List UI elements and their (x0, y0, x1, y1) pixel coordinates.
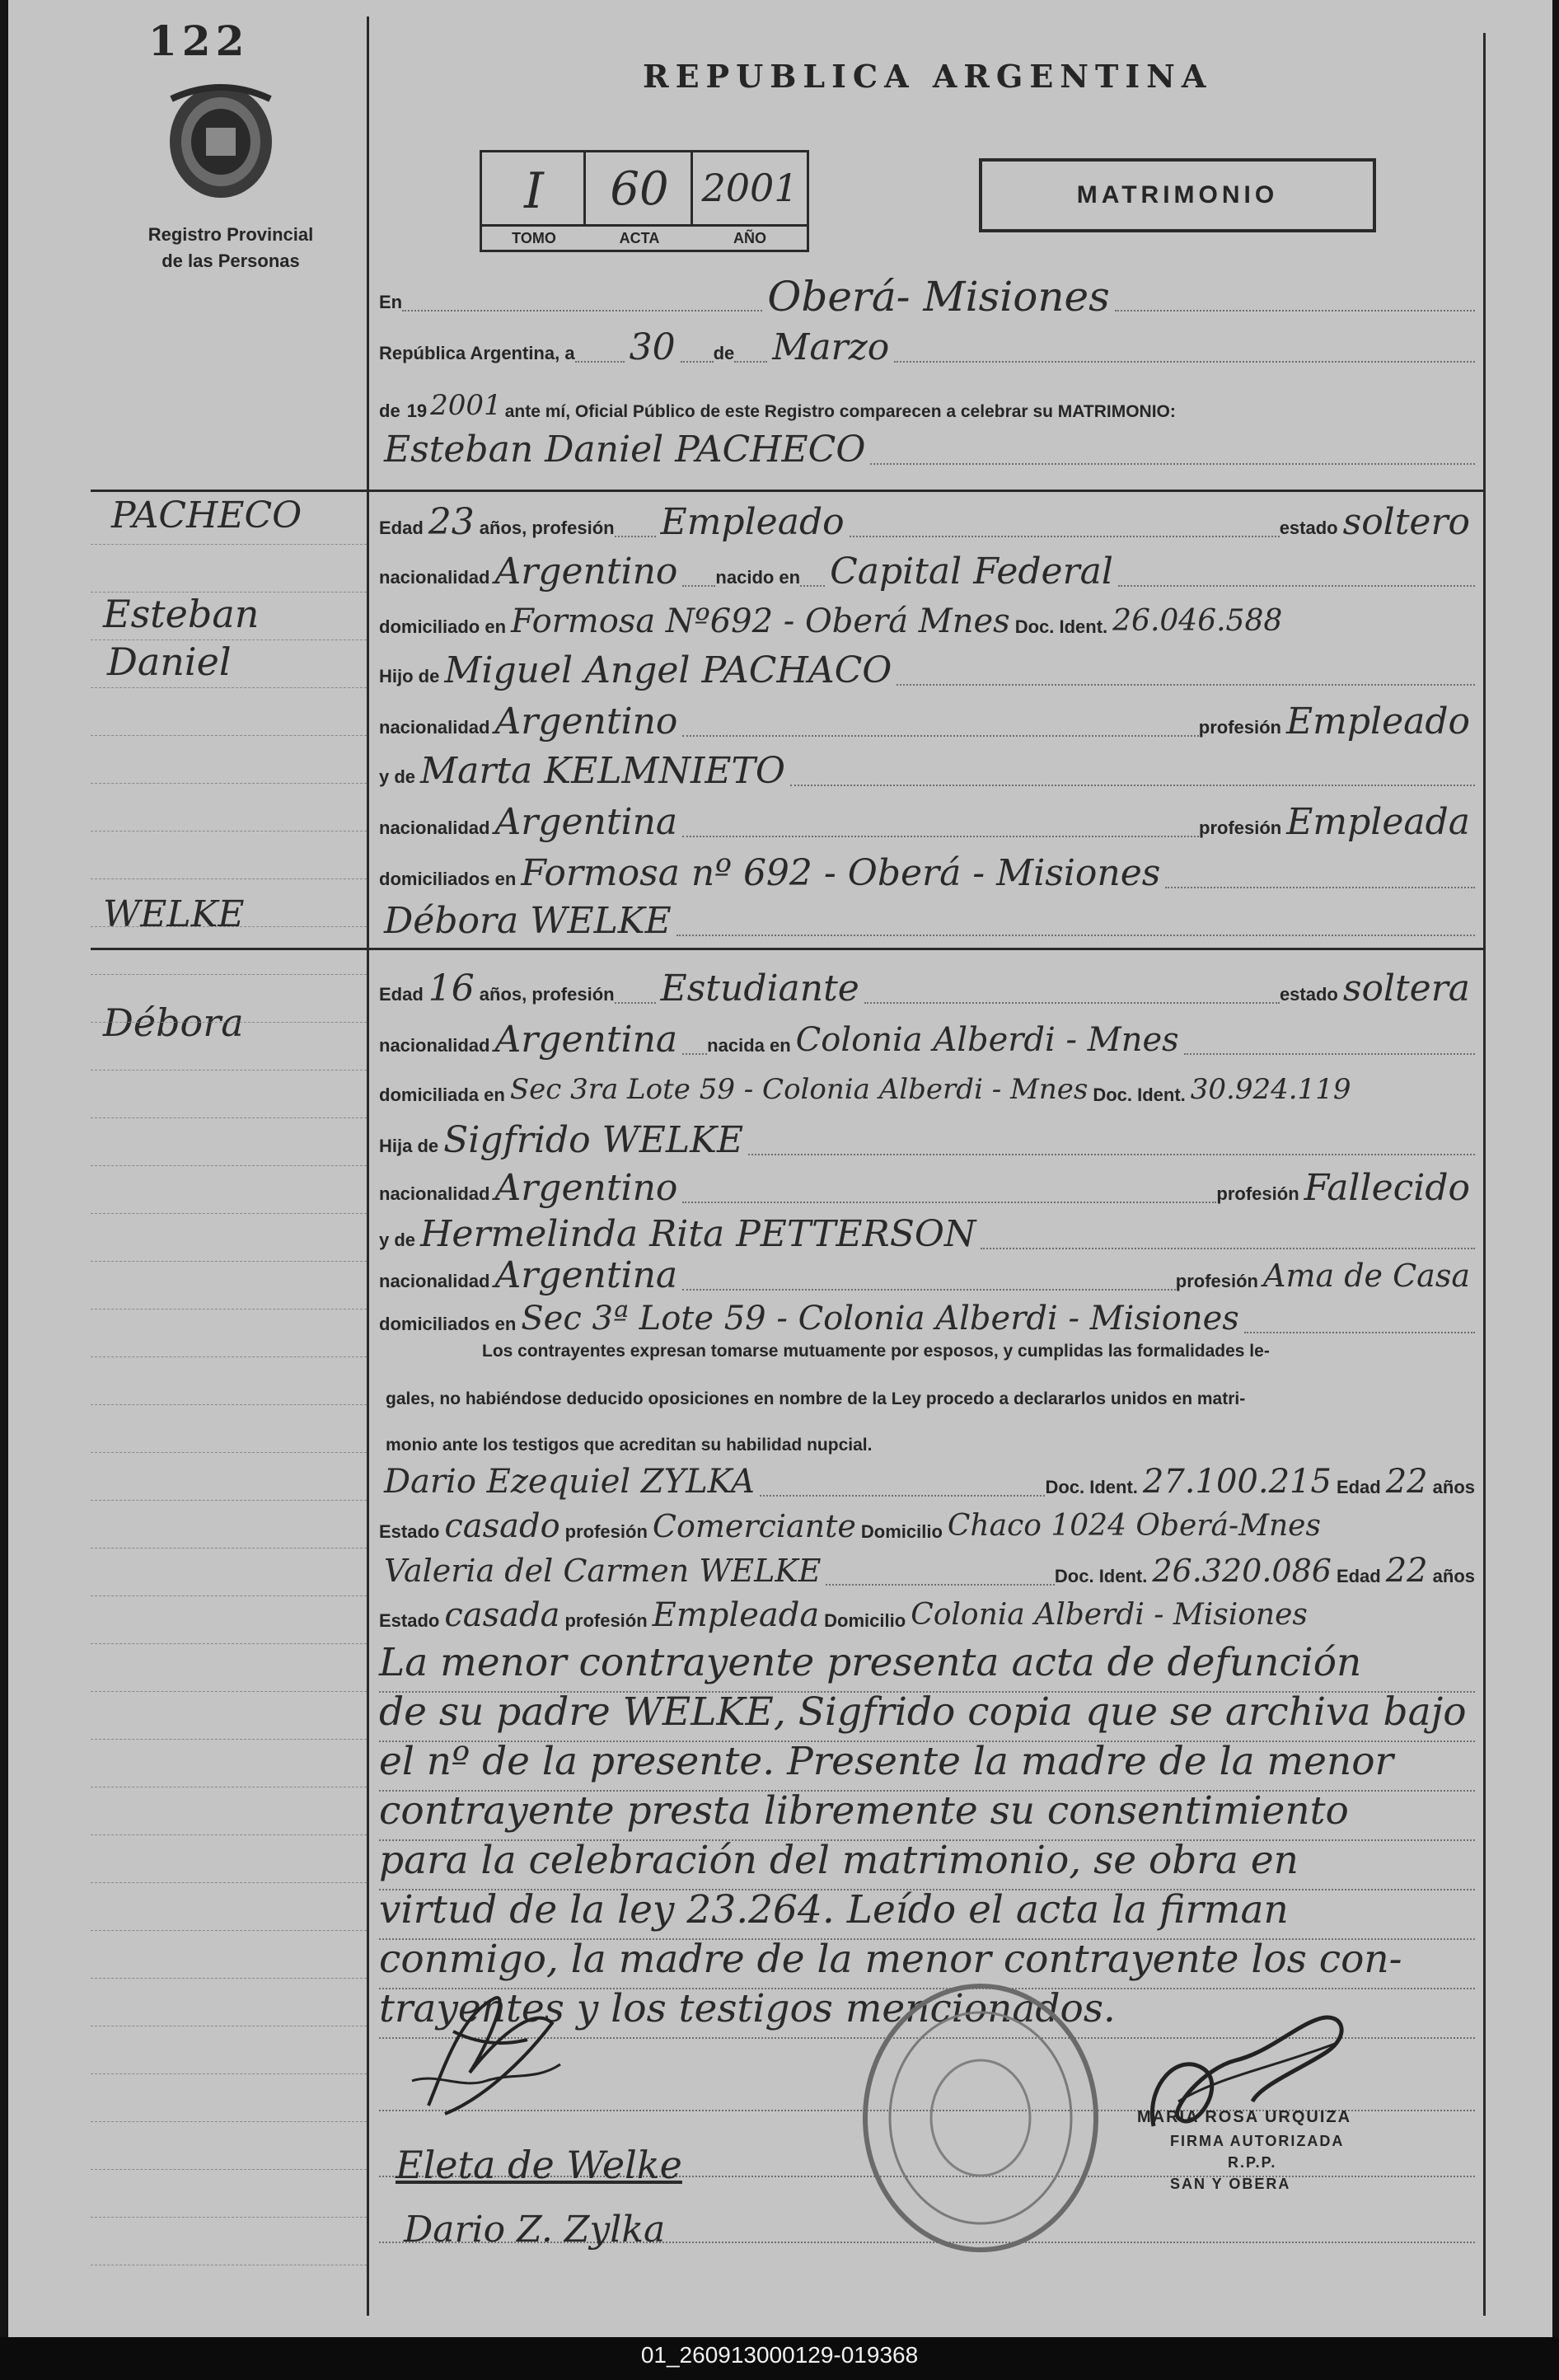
act-type-box (979, 158, 1376, 232)
signature-2: Eleta de Welke (396, 2143, 682, 2187)
margin-rule-line (91, 926, 367, 927)
note-line-7: conmigo, la madre de la menor contrayente los con- (379, 1937, 1402, 1982)
bride-profession: Estudiante (660, 967, 859, 1010)
margin-rule-line (91, 1261, 367, 1262)
margin-rule-line (91, 1739, 367, 1740)
margin-groom-given-1: Esteban (103, 592, 260, 636)
registry-line-2: de las Personas (162, 251, 300, 271)
ano-value: 2001 (701, 166, 798, 210)
bride-parents-address: Sec 3ª Lote 59 - Colonia Alberdi - Misiones (521, 1300, 1239, 1338)
margin-rule-line (91, 544, 367, 545)
groom-parents-address: Formosa nº 692 - Oberá - Misiones (521, 852, 1161, 894)
bride-father-row: Hija de Sigfrido WELKE (379, 1116, 1475, 1162)
bride-father-nat-row: nacionalidad Argentino profesión Fallecido (379, 1164, 1475, 1210)
bride-mother-row: y de Hermelinda Rita PETTERSON (379, 1210, 1475, 1256)
margin-rule-line (91, 1452, 367, 1453)
margin-bride-given: Débora (103, 1000, 244, 1045)
tomo-label: TOMO (512, 230, 556, 246)
margin-rule-line (91, 2073, 367, 2074)
official-registry: R.P.P. (1228, 2154, 1277, 2171)
margin-rule-line (91, 974, 367, 975)
declaration-line-3: monio ante los testigos que acreditan su habilidad nupcial. (386, 1436, 873, 1455)
margin-rule-line (91, 2169, 367, 2170)
bride-nationality-row: nacionalidad Argentina nacida en Colonia Alberdi - Mnes (379, 1015, 1475, 1061)
groom-father-row: Hijo de Miguel Angel PACHACO (379, 646, 1475, 692)
note-line-8: trayentes y los testigos mencionados. (379, 1986, 1116, 2031)
margin-divider (367, 16, 369, 2316)
margin-rule-line (91, 687, 367, 688)
witness-1-profession: Comerciante (652, 1508, 856, 1544)
groom-father-profession: Empleado (1285, 700, 1470, 743)
groom-profession: Empleado (660, 501, 845, 543)
margin-rule-line (91, 1882, 367, 1883)
declaration-line-2: gales, no habiéndose deducido oposiciones en nombre de la Ley procedo a declararlos unidos en matri- (386, 1389, 1246, 1408)
groom-mother-row: y de Marta KELMNIETO (379, 747, 1475, 793)
groom-mother-profession: Empleada (1286, 801, 1470, 843)
tomo-value: I (524, 162, 544, 220)
witness-1-detail-row: Estado casado profesión Comerciante Domicilio Chaco 1024 Oberá-Mnes (379, 1502, 1475, 1548)
date-row: República Argentina, a 30 de Marzo (379, 323, 1475, 369)
witness-1-status: casado (444, 1507, 560, 1545)
witness-1-name: Dario Ezequiel ZYLKA (384, 1463, 755, 1501)
margin-rule-line (91, 1500, 367, 1501)
page-number: 122 (148, 16, 250, 65)
note-line-4: contrayente presta libremente su consentimiento (379, 1788, 1349, 1834)
groom-father-nat-row: nacionalidad Argentino profesión Empleado (379, 697, 1475, 743)
groom-father: Miguel Angel PACHACO (444, 649, 892, 691)
month-value: Marzo (772, 326, 890, 368)
groom-mother: Marta KELMNIETO (420, 750, 785, 792)
margin-rule-line (91, 1595, 367, 1596)
signature-3: Dario Z. Zylka (404, 2209, 666, 2251)
witness-1-address: Chaco 1024 Oberá-Mnes (947, 1509, 1321, 1543)
margin-rule-line (91, 2217, 367, 2218)
footer-bar (0, 2337, 1559, 2380)
bride-father-profession: Fallecido (1304, 1167, 1470, 1209)
bride-age: 16 (428, 967, 475, 1010)
country-heading: REPUBLICA ARGENTINA (643, 58, 1213, 95)
bride-birthplace: Colonia Alberdi - Mnes (795, 1021, 1179, 1059)
bride-nationality: Argentina (494, 1019, 678, 1061)
place-value: Oberá- Misiones (767, 273, 1110, 321)
note-line-6: virtud de la ley 23.264. Leído el acta la firman (379, 1887, 1289, 1933)
bride-document: 30.924.119 (1190, 1073, 1351, 1106)
act-reference-box (480, 150, 809, 252)
margin-rule-line (91, 1930, 367, 1931)
bride-address-row: domiciliada en Sec 3ra Lote 59 - Colonia Alberdi - Mnes Doc. Ident. 30.924.119 (379, 1065, 1475, 1111)
witness-1-document: 27.100.215 (1142, 1463, 1332, 1501)
witness-1-row: Dario Ezequiel ZYLKA Doc. Ident. 27.100.215 Edad 22 años (379, 1457, 1475, 1503)
bride-address: Sec 3ra Lote 59 - Colonia Alberdi - Mnes (509, 1073, 1088, 1106)
registry-line-1: Registro Provincial (147, 224, 314, 245)
groom-address: Formosa Nº692 - Oberá Mnes (511, 602, 1010, 640)
bride-mother-nat-row: nacionalidad Argentina profesión Ama de Casa (379, 1251, 1475, 1297)
declaration-line-1: Los contrayentes expresan tomarse mutuamente por esposos, y cumplidas las formalidades le- (482, 1342, 1270, 1361)
margin-rule-line (91, 1643, 367, 1644)
groom-parents-address-row: domiciliados en Formosa nº 692 - Oberá - Misiones (379, 849, 1475, 895)
act-type-label: MATRIMONIO (1076, 181, 1279, 208)
margin-rule-line (91, 2121, 367, 2122)
signature-1 (396, 1982, 585, 2126)
bride-status: soltera (1342, 967, 1470, 1010)
groom-mother-nat-row: nacionalidad Argentina profesión Empleada (379, 798, 1475, 844)
bride-father: Sigfrido WELKE (443, 1119, 744, 1161)
groom-full-name: Esteban Daniel PACHECO (384, 429, 866, 471)
groom-birthplace: Capital Federal (830, 550, 1113, 593)
groom-nationality: Argentino (494, 550, 678, 593)
bride-mother-nationality: Argentina (494, 1254, 678, 1296)
margin-rule-line (91, 878, 367, 879)
bride-mother: Hermelinda Rita PETTERSON (420, 1213, 976, 1255)
note-line-3: el nº de la presente. Presente la madre de la menor (379, 1739, 1393, 1784)
margin-rule-line (91, 783, 367, 784)
bride-mother-profession: Ama de Casa (1263, 1258, 1470, 1294)
margin-groom-surname: PACHECO (111, 494, 302, 536)
year-row: de 19 2001 ante mí, Oficial Público de este Registro comparecen a celebrar su MATRIMONIO: (379, 381, 1475, 427)
groom-father-nationality: Argentino (494, 700, 678, 743)
groom-age-row: Edad 23 años, profesión Empleado estado soltero (379, 498, 1475, 544)
margin-rule-line (91, 735, 367, 736)
margin-rule-line (91, 1978, 367, 1979)
margin-rule-line (91, 1356, 367, 1357)
margin-rule-line (91, 1691, 367, 1692)
note-line-1: La menor contrayente presenta acta de defunción (379, 1640, 1362, 1685)
groom-section-divider (91, 490, 1483, 492)
witness-2-status: casada (444, 1596, 560, 1634)
margin-bride-surname: WELKE (103, 893, 245, 935)
official-title: FIRMA AUTORIZADA (1170, 2133, 1345, 2149)
margin-rule-line (91, 1117, 367, 1118)
groom-mother-nationality: Argentina (494, 801, 678, 843)
witness-2-document: 26.320.086 (1152, 1553, 1332, 1589)
witness-2-profession: Empleada (652, 1596, 820, 1634)
witness-2-name: Valeria del Carmen WELKE (384, 1553, 822, 1589)
day-value: 30 (629, 326, 676, 368)
groom-age: 23 (428, 501, 475, 543)
year-value: 2001 (430, 389, 502, 422)
province-seal (163, 82, 279, 202)
groom-address-row: domiciliado en Formosa Nº692 - Oberá Mnes Doc. Ident. 26.046.588 (379, 597, 1475, 643)
certificate-page (8, 0, 1552, 2337)
bride-father-nationality: Argentino (494, 1167, 678, 1209)
acta-label: ACTA (619, 230, 660, 246)
margin-rule-line (91, 1834, 367, 1835)
margin-rule-line (91, 592, 367, 593)
bride-section-divider (91, 948, 1483, 950)
file-id-label: 01_260913000129-019368 (640, 2342, 919, 2368)
margin-groom-given-2: Daniel (107, 640, 232, 684)
margin-rule-line (91, 1165, 367, 1166)
groom-nationality-row: nacionalidad Argentino nacido en Capital Federal (379, 547, 1475, 593)
witness-1-age: 22 (1385, 1463, 1428, 1501)
official-location: SAN Y OBERA (1170, 2176, 1291, 2192)
margin-rule-line (91, 1213, 367, 1214)
groom-document: 26.046.588 (1112, 604, 1283, 638)
place-row: En Oberá- Misiones (379, 272, 1475, 318)
ano-label: AÑO (733, 230, 766, 246)
bride-full-name: Débora WELKE (384, 900, 672, 942)
right-border (1483, 33, 1486, 2316)
note-line-5: para la celebración del matrimonio, se obra en (379, 1838, 1299, 1883)
official-stamp (857, 1978, 1104, 2258)
bride-age-row: Edad 16 años, profesión Estudiante estado soltera (379, 964, 1475, 1010)
witness-2-detail-row: Estado casada profesión Empleada Domicilio Colonia Alberdi - Misiones (379, 1591, 1475, 1637)
margin-rule-line (91, 831, 367, 832)
groom-name-row (379, 425, 1475, 471)
bride-parents-address-row: domiciliados en Sec 3ª Lote 59 - Colonia Alberdi - Misiones (379, 1294, 1475, 1340)
official-name: MARIA ROSA URQUIZA (1137, 2108, 1352, 2126)
witness-2-address: Colonia Alberdi - Misiones (911, 1598, 1308, 1632)
witness-2-age: 22 (1385, 1552, 1428, 1590)
groom-status: soltero (1342, 501, 1470, 543)
margin-rule-line (91, 1070, 367, 1071)
margin-rule-line (91, 1022, 367, 1023)
acta-value: 60 (610, 162, 669, 216)
margin-rule-line (91, 1404, 367, 1405)
bride-name-row (379, 897, 1475, 943)
witness-2-row: Valeria del Carmen WELKE Doc. Ident. 26.320.086 Edad 22 años (379, 1546, 1475, 1592)
note-line-2: de su padre WELKE, Sigfrido copia que se archiva bajo (379, 1689, 1467, 1735)
